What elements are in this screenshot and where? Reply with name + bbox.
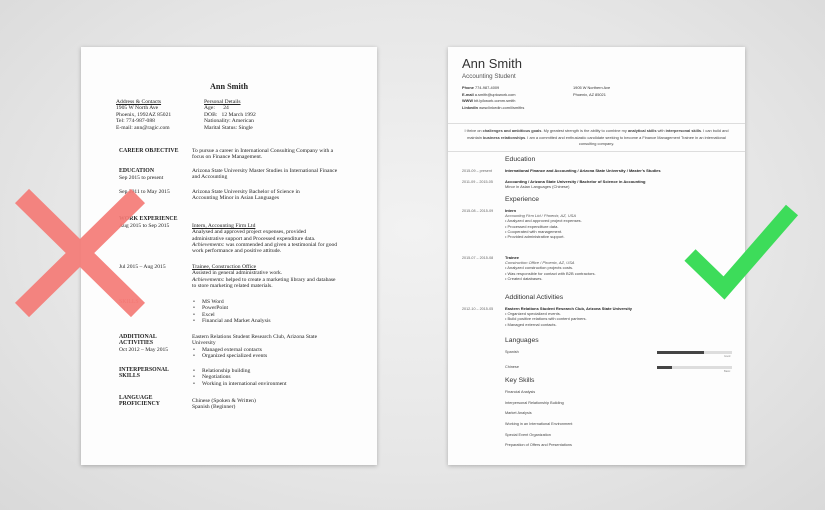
personal-line: Nationality: American — [204, 118, 254, 125]
address-line: E-mail: ann@ragic.com — [116, 124, 170, 131]
list-item: • MS Word — [202, 299, 338, 305]
list-item: • Processed expenditure data. — [505, 223, 559, 229]
list-item: • Managed external contacts. — [505, 321, 557, 327]
exp-place: Construction Office / Phoenix, AZ, USA — [505, 260, 575, 266]
language-level-label: Basic — [724, 370, 731, 373]
address-line: 1905 W Northern Ave — [573, 85, 611, 90]
cross-icon — [12, 186, 148, 320]
exp-date: 2015-07 – 2015-08 — [462, 256, 494, 260]
list-item: • Working in international environment — [202, 381, 338, 387]
summary-text: . I can build and maintain — [467, 128, 729, 140]
work-title: Trainee, Construction Office — [192, 264, 257, 270]
personal-line: DOB: 12 March 1992 — [204, 111, 256, 118]
activities-heading: Additional Activities — [505, 294, 564, 301]
language-name: Spanish — [505, 350, 519, 354]
language-line: Chinese (Spoken & Written) — [192, 398, 256, 404]
address-line: Tel: 774-987-088 — [116, 118, 155, 125]
activities-text: Eastern Relations Student Research Club, Arizona State University — [192, 334, 318, 347]
activities-label — [119, 334, 157, 347]
summary-bold: analytical skills — [627, 128, 657, 133]
contact-line — [462, 92, 524, 99]
edu-title-text: Accounting / Arizona State University / Bachelor of Science in Accounting — [505, 179, 646, 184]
address-line: Phoenix, AZ 85021 — [573, 91, 606, 97]
address-line: Phoenix, 1992AZ 85021 — [116, 111, 172, 118]
career-objective-text: To pursue a career in International Consulting Company with a focus on Finance Management. — [192, 148, 334, 161]
edu-title-text: International Finance and Accounting / Arizona State University / Master's Studies — [505, 168, 661, 173]
list-item: • Organized specialized events. — [505, 311, 561, 317]
exp-role: Intern — [505, 208, 517, 213]
work-experience-label: WORK EXPERIENCE — [119, 216, 178, 222]
contact-value: bit.ly/kwork.comm.smith — [474, 98, 516, 104]
summary-text: I thrive on — [464, 128, 483, 133]
list-item-text: Processed expenditure data. — [507, 223, 559, 229]
edu-date: Sep 2011 to May 2015 — [119, 189, 170, 195]
list-item: • Build positive relations with content partners. — [505, 316, 587, 322]
activities-date: Oct 2012 – May 2015 — [119, 347, 169, 353]
personal-block — [204, 99, 256, 131]
personal-line: Marital Status: Single — [204, 124, 253, 131]
contact-label: Phone — [462, 85, 474, 90]
education-heading: Education — [505, 156, 536, 163]
interpersonal-label-line: INTERPERSONAL — [119, 367, 169, 373]
contact-label: WWW — [462, 98, 474, 104]
edu-date: Sep 2015 to present — [119, 175, 164, 181]
list-item: • Managed external contacts — [202, 347, 338, 353]
exp-entry — [505, 255, 596, 281]
personal-line: Age: 24 — [204, 105, 229, 112]
list-item: • Analyzed construction projects costs. — [505, 265, 574, 271]
interpersonal-list — [192, 368, 338, 387]
language-label — [119, 395, 160, 408]
interpersonal-label-line: SKILLS — [119, 373, 140, 380]
contact-label: LinkedIn — [462, 104, 478, 110]
career-objective-label: CAREER OBJECTIVE — [119, 148, 179, 154]
language-level-bar — [657, 366, 732, 369]
exp-place: Accounting Firm Ltd / Phoenix, AZ, USA — [505, 213, 576, 219]
resume-name: Ann Smith — [462, 56, 522, 71]
language-level-fill — [657, 366, 672, 369]
contact-value: 774-987-4009 — [474, 85, 500, 90]
language-label-line: LANGUAGE — [119, 395, 153, 401]
summary-bold: interpersonal skills — [665, 128, 702, 133]
list-item: • Cooperated with management. — [505, 228, 563, 234]
contact-label: E-mail — [462, 91, 474, 97]
summary-text: . I am a committed and enthusiastic candidate seeking to become a Finance Management Trainee in an international consulting company. — [525, 134, 726, 147]
list-item: • Was responsible for contact with B2B contractors. — [505, 270, 596, 276]
list-item-text: Provided administrative support. — [507, 234, 565, 240]
edu-text: Arizona State University Bachelor of Science in Accounting Minor in Asian Languages — [192, 189, 300, 202]
list-item: • Provided administrative support. — [505, 234, 565, 240]
summary-bold: challenges and ambitious goals — [482, 128, 542, 133]
language-level-label: Good — [724, 355, 731, 358]
education-label: EDUCATION — [119, 168, 154, 174]
exp-role: Trainee — [505, 255, 520, 260]
achievements-text: : helped to create a marketing library and database to store marketing related materials. — [192, 276, 336, 289]
language-level-bar — [657, 351, 732, 354]
list-item: • Organized specialized events — [202, 353, 338, 359]
work-text: Analysed and approved project expenses, provided administrative support and Processed expenditure data. — [192, 229, 316, 242]
list-item-text: Was responsible for contact with B2B contractors. — [507, 270, 596, 276]
work-entry — [192, 264, 338, 289]
edu-title — [505, 179, 645, 189]
contact-line — [462, 85, 524, 92]
list-item-text: Analyzed construction projects costs. — [507, 265, 574, 271]
activities-label-line: ADDITIONAL — [119, 334, 157, 340]
address-line: 1905 W North Ave — [116, 105, 159, 112]
contact-block — [462, 85, 524, 111]
skill-item: Special Event Organization — [505, 433, 551, 437]
divider — [448, 123, 745, 124]
language-name: Chinese — [505, 365, 519, 369]
list-item-text: Analyzed and approved project expenses. — [507, 218, 582, 224]
contact-value: www.linkedin.com/i/smiths — [479, 104, 525, 110]
activities-label-line: ACTIVITIES — [119, 340, 154, 347]
contact-line — [462, 105, 524, 112]
list-item-text: Cooperated with management. — [507, 228, 563, 234]
address-heading: Address & Contacts — [116, 99, 162, 105]
language-list — [192, 398, 338, 411]
edu-date: 2015-09 – present — [462, 169, 492, 173]
check-icon — [682, 200, 800, 300]
interpersonal-label — [119, 367, 169, 380]
exp-entry — [505, 208, 582, 239]
skill-item: Preparation of Offers and Presentations — [505, 443, 572, 447]
work-date: Jul 2015 – Aug 2015 — [119, 264, 166, 270]
skills-heading: Key Skills — [505, 377, 535, 384]
list-item: • PowerPoint — [202, 305, 338, 311]
activities-entry — [192, 334, 338, 359]
resume-name: Ann Smith — [210, 82, 248, 91]
summary-bold: business relationships — [482, 134, 526, 140]
list-item: • Negotiations — [202, 374, 338, 380]
work-text: Assisted in general administrative work. — [192, 270, 283, 277]
act-entry — [505, 306, 632, 327]
achievements-label: Achievements — [192, 276, 223, 283]
address-block — [116, 99, 171, 131]
skill-item: Interpersonal Relationship Building — [505, 401, 564, 405]
list-item: • Financial and Market Analysis — [202, 318, 338, 324]
edu-subtitle: Minor in Asian Languages (Chinese) — [505, 184, 570, 190]
language-level-fill — [657, 351, 704, 354]
resume-title: Accounting Student — [462, 73, 516, 80]
skill-item: Financial Analysis — [505, 390, 536, 394]
list-item: • Analyzed and approved project expenses. — [505, 218, 582, 224]
language-line: Spanish (Beginner) — [192, 404, 236, 411]
summary-text: . My greatest strength is the ability to combine my — [541, 128, 628, 133]
work-date: Aug 2015 to Sep 2015 — [119, 223, 170, 229]
contact-line — [462, 98, 524, 105]
divider — [448, 151, 745, 152]
list-item: • Created databases. — [505, 275, 543, 281]
skills-label: SKILLS — [119, 299, 139, 305]
list-item: • Relationship building — [202, 368, 338, 374]
edu-text: Arizona State University Master Studies in International Finance and Accounting — [192, 168, 338, 181]
work-title: Intern, Accounting Firm Ltd — [192, 223, 256, 229]
skill-item: Market Analysis — [505, 411, 532, 415]
languages-heading: Languages — [505, 337, 539, 344]
skills-list — [192, 299, 338, 324]
list-item-text: Organized specialized events. — [507, 311, 561, 317]
achievements-text: : was commended and given a testimonial for good work performance and positive attitude. — [192, 241, 338, 255]
skill-item: Working in an International Environment — [505, 422, 573, 426]
contact-value: a.smith@uptowork.com — [474, 91, 516, 97]
edu-date: 2011-09 – 2015-05 — [462, 180, 493, 184]
summary — [464, 128, 729, 148]
list-item: • Excel — [202, 312, 338, 318]
list-item-text: Created databases. — [507, 275, 543, 281]
summary-text: with — [656, 128, 666, 133]
act-date: 2012-10 – 2015-05 — [462, 307, 494, 311]
language-label-line: PROFICIENCY — [119, 401, 160, 408]
exp-date: 2015-08 – 2015-09 — [462, 209, 494, 213]
experience-heading: Experience — [505, 196, 540, 203]
list-item-text: Managed external contacts. — [507, 321, 557, 327]
personal-heading: Personal Details — [204, 99, 241, 105]
address-block — [573, 85, 610, 98]
act-title: Eastern Relations Student Research Club, Arizona State University — [505, 306, 632, 311]
achievements-label: Achievements — [192, 241, 223, 248]
edu-title — [505, 168, 661, 173]
work-entry — [192, 223, 338, 254]
list-item-text: Build positive relations with content partners. — [507, 316, 587, 322]
